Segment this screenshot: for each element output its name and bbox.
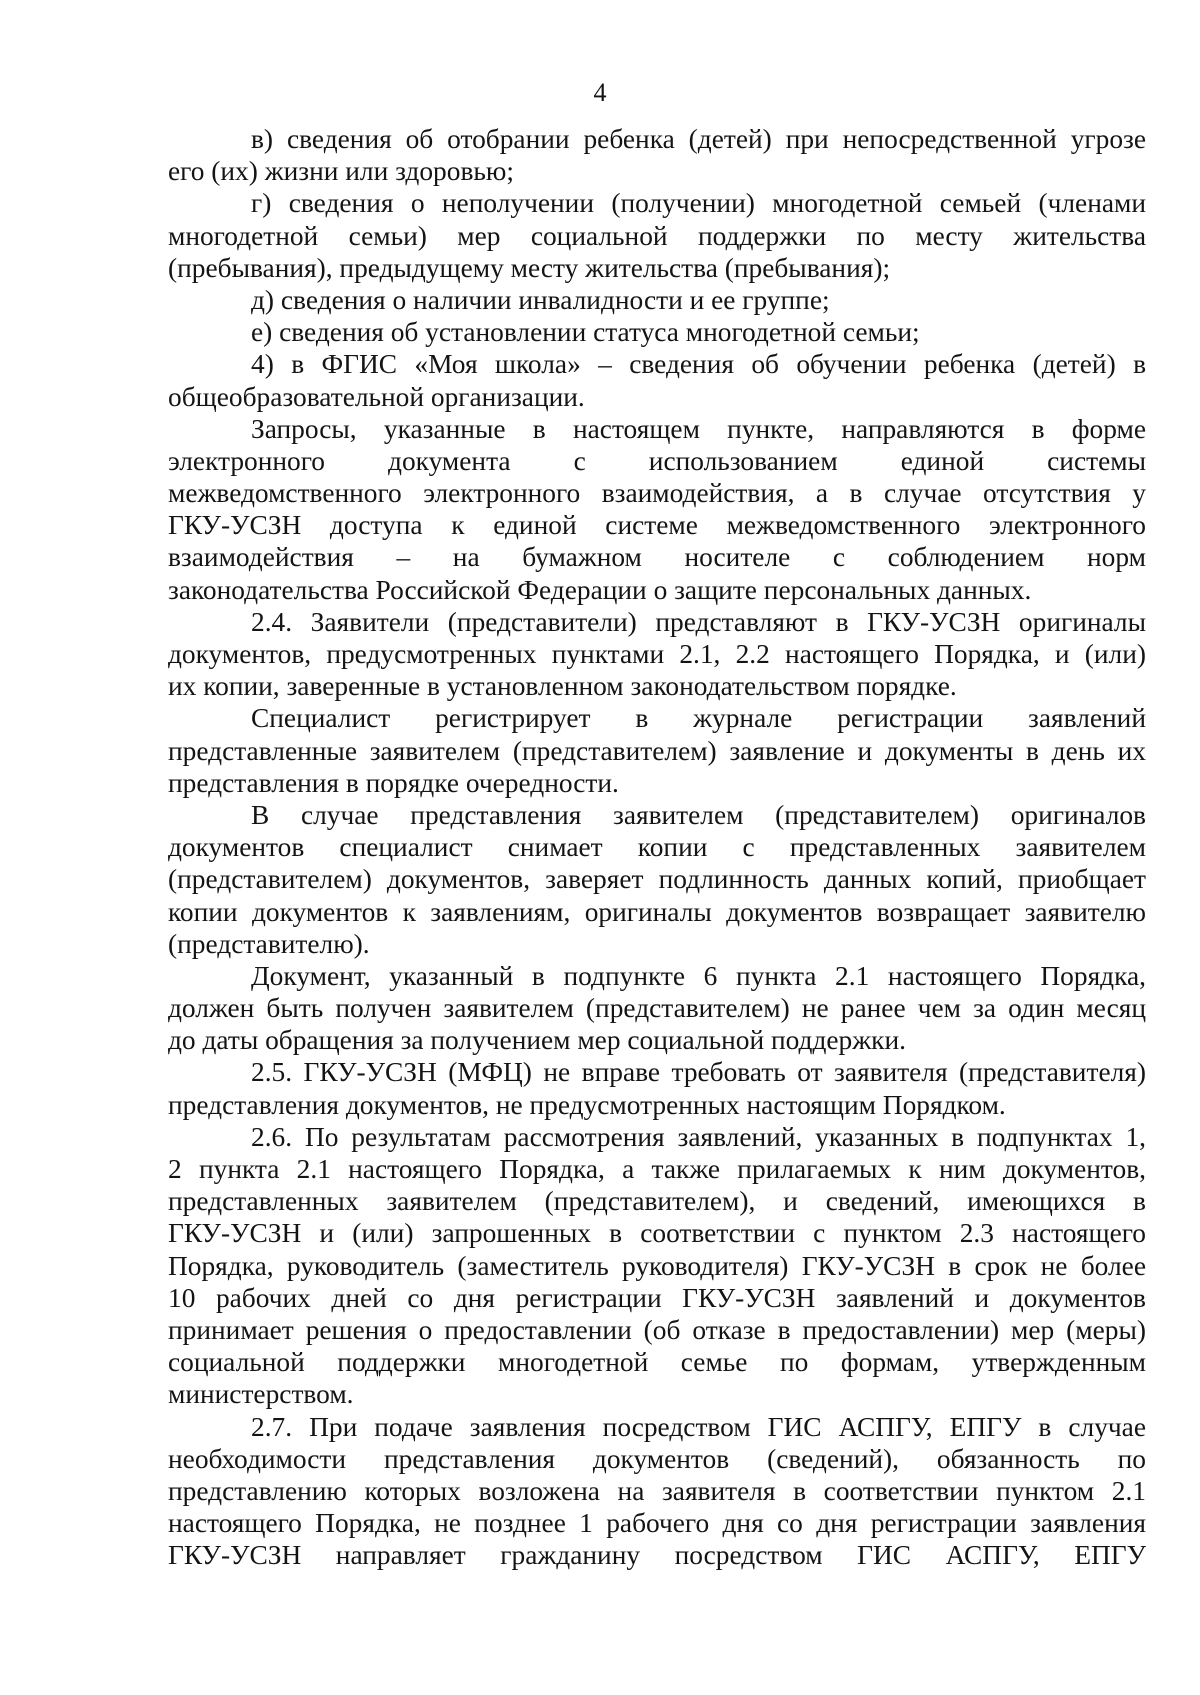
text-line: представления в порядке очередности. (168, 767, 619, 798)
text-line: 4) в ФГИС «Моя школа» – сведения об обучении ребенка (детей) в (251, 349, 1146, 380)
text-line: ГКУ-УСЗН доступа к единой системе межведомственного электронного (168, 510, 1146, 541)
text-line: 2.4. Заявители (представители) представляют в ГКУ-УСЗН оригиналы (251, 606, 1146, 637)
text-line: настоящего Порядка, не позднее 1 рабочего дня со дня регистрации заявления (168, 1508, 1146, 1539)
text-line: ГКУ-УСЗН направляет гражданину посредством ГИС АСПГУ, ЕПГУ (168, 1540, 1146, 1571)
text-line: представления документов, не предусмотренных настоящим Порядком. (168, 1089, 1006, 1120)
text-line: Специалист регистрирует в журнале регистрации заявлений (251, 703, 1146, 734)
text-line: 2.7. При подаче заявления посредством ГИС АСПГУ, ЕПГУ в случае (251, 1411, 1146, 1442)
page-number: 4 (593, 78, 607, 107)
text-line: (пребывания), предыдущему месту жительства (пребывания); (168, 252, 891, 283)
text-line: представленные заявителем (представителем) заявление и документы в день их (168, 735, 1146, 766)
text-line: необходимости представления документов (сведений), обязанность по (168, 1443, 1146, 1474)
text-line: Запросы, указанные в настоящем пункте, направляются в форме (251, 413, 1146, 444)
text-line: ГКУ-УСЗН и (или) запрошенных в соответствии с пунктом 2.3 настоящего (168, 1218, 1146, 1249)
text-line: взаимодействия – на бумажном носителе с соблюдением норм (168, 542, 1146, 573)
text-line: г) сведения о неполучении (получении) многодетной семьей (членами (251, 188, 1146, 219)
text-line: документов, предусмотренных пунктами 2.1, 2.2 настоящего Порядка, и (или) (168, 639, 1146, 669)
text-line: электронного документа с использованием единой системы (168, 445, 1146, 476)
text-line: в) сведения об отобрании ребенка (детей) при непосредственной угрозе (251, 124, 1146, 154)
text-line: Порядка, руководитель (заместитель руководителя) ГКУ-УСЗН в срок не более (168, 1250, 1146, 1281)
text-line: законодательства Российской Федерации о защите персональных данных. (168, 574, 1032, 605)
text-line: 10 рабочих дней со дня регистрации ГКУ-УСЗН заявлений и документов (168, 1282, 1146, 1313)
text-line: их копии, заверенные в установленном законодательством порядке. (168, 671, 957, 702)
text-line: е) сведения об установлении статуса многодетной семьи; (251, 317, 920, 348)
text-line: Документ, указанный в подпункте 6 пункта 2.1 настоящего Порядка, (251, 960, 1146, 991)
text-line: принимает решения о предоставлении (об отказе в предоставлении) мер (меры) (168, 1314, 1146, 1345)
text-line: должен быть получен заявителем (представителем) не ранее чем за один месяц (168, 993, 1146, 1024)
text-line: 2 пункта 2.1 настоящего Порядка, а также прилагаемых к ним документов, (168, 1154, 1146, 1184)
text-line: представлению которых возложена на заявителя в соответствии пунктом 2.1 (168, 1475, 1146, 1506)
text-line: многодетной семьи) мер социальной поддержки по месту жительства (168, 220, 1146, 251)
text-line: представленных заявителем (представителем), и сведений, имеющихся в (168, 1186, 1146, 1217)
text-line: 2.5. ГКУ-УСЗН (МФЦ) не вправе требовать от заявителя (представителя) (251, 1057, 1146, 1088)
text-line: копии документов к заявлениям, оригиналы документов возвращает заявителю (168, 896, 1146, 927)
text-line: его (их) жизни или здоровью; (168, 156, 514, 187)
text-line: министерством. (168, 1379, 354, 1410)
document-body (168, 123, 1146, 1571)
text-line: межведомственного электронного взаимодействия, а в случае отсутствия у (168, 478, 1146, 509)
text-line: документов специалист снимает копии с представленных заявителем (168, 832, 1146, 863)
text-line: (представителем) документов, заверяет подлинность данных копий, приобщает (168, 864, 1146, 895)
text-line: 2.6. По результатам рассмотрения заявлений, указанных в подпунктах 1, (251, 1121, 1146, 1152)
text-line: общеобразовательной организации. (168, 381, 585, 412)
text-line: В случае представления заявителем (представителем) оригиналов (251, 799, 1146, 830)
text-line: до даты обращения за получением мер социальной поддержки. (168, 1025, 906, 1056)
text-line: д) сведения о наличии инвалидности и ее группе; (251, 284, 830, 315)
text-line: социальной поддержки многодетной семье по формам, утвержденным (168, 1347, 1146, 1378)
text-line: (представителю). (168, 928, 370, 959)
